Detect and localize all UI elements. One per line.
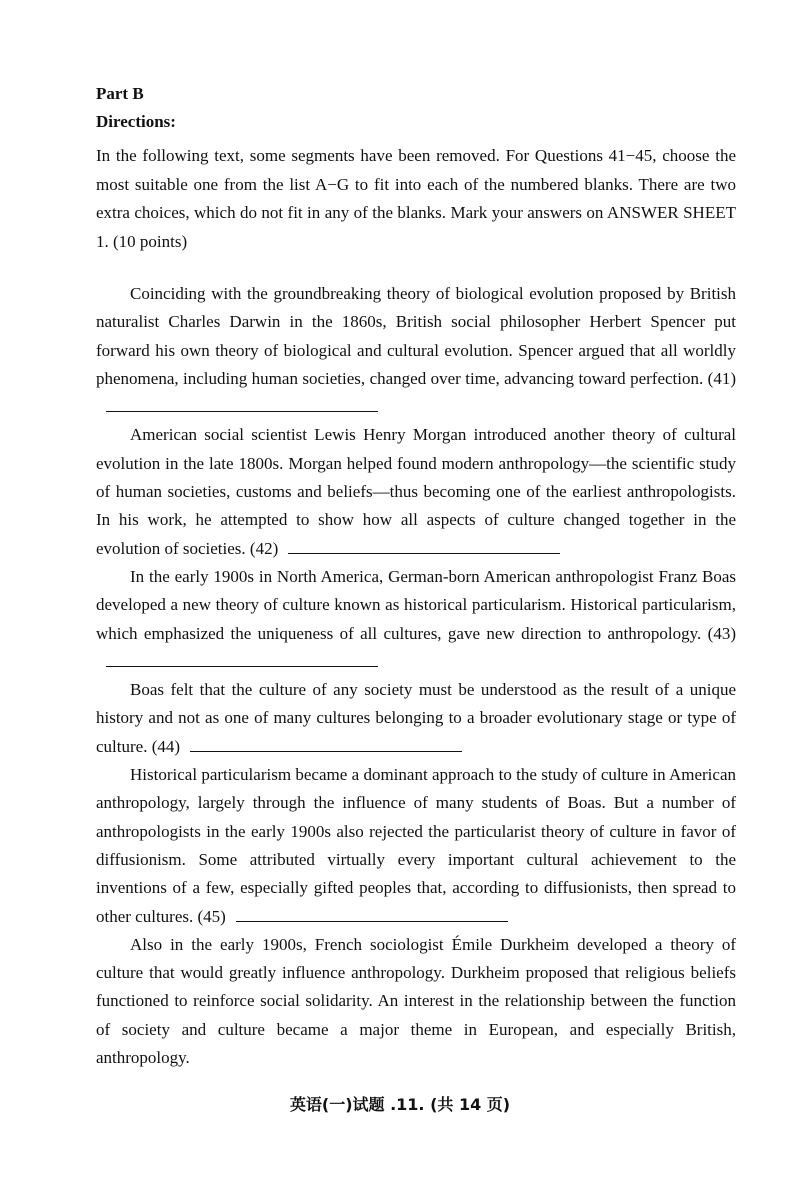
paragraph-2	[96, 421, 736, 562]
blank-label-42: (42)	[249, 538, 279, 558]
answer-blank-45	[236, 905, 508, 922]
blank-label-44: (44)	[151, 736, 181, 756]
paragraph-5	[96, 761, 736, 931]
article-body	[96, 280, 736, 1072]
answer-blank-44	[190, 735, 462, 752]
paragraph-3	[96, 563, 736, 676]
blank-label-45: (45)	[197, 906, 226, 926]
answer-blank-43	[106, 650, 378, 667]
blank-label-41: (41)	[707, 368, 736, 388]
paragraph-text: In the early 1900s in North America, German-born American anthropologist Franz Boas developed a new theory of culture known as historical particularism. Historical particularism, which emphasized the uniqueness of all cultures, gave new direction to anthropology.	[96, 566, 736, 643]
paragraph-text: Boas felt that the culture of any society must be understood as the result of a unique history and not as one of many cultures belonging to a broader evolutionary stage or type of culture.	[96, 680, 736, 756]
paragraph-text: Historical particularism became a dominant approach to the study of culture in American anthropology, largely through the influence of many students of Boas. But a number of anthropologists in the early 1900s also rejected the particularist theory of culture in favor of diffusionism. Some attributed virtually every important cultural achievement to the inventions of a few, especially gifted peoples that, according to diffusionists, then spread to other cultures.	[96, 765, 736, 926]
part-title: Part B	[96, 84, 144, 103]
paragraph-6	[96, 931, 736, 1072]
answer-blank-42	[288, 537, 560, 554]
directions-title: Directions:	[96, 112, 176, 131]
paragraph-1	[96, 280, 736, 421]
answer-blank-41	[106, 395, 378, 412]
page-footer: 英语(一)试题 .11. (共 14 页)	[289, 1095, 511, 1114]
paragraph-text: Also in the early 1900s, French sociologist Émile Durkheim developed a theory of culture that would greatly influence anthropology. Durkheim proposed that religious beliefs functioned to reinforce social solidarity. An interest in the relationship between the function of society and culture became a major theme in European, and especially British, anthropology.	[96, 934, 736, 1068]
directions-text: In the following text, some segments have been removed. For Questions 41−45, choose the most suitable one from the list A−G to fit into each of the numbered blanks. There are two extra choices, which do not fit in any of the blanks. Mark your answers on ANSWER SHEET 1. (10 points)	[96, 146, 736, 251]
paragraph-text: Coinciding with the groundbreaking theory of biological evolution proposed by British naturalist Charles Darwin in the 1860s, British social philosopher Herbert Spencer put forward his own theory of biological and cultural evolution. Spencer argued that all worldly phenomena, including human societies, changed over time, advancing toward perfection.	[96, 284, 736, 388]
paragraph-text: American social scientist Lewis Henry Morgan introduced another theory of cultural evolution in the late 1800s. Morgan helped found modern anthropology—the scientific study of human societies, customs and beliefs—thus becoming one of the earliest anthropologists. In his work, he attempted to show how all aspects of culture changed together in the evolution of societies.	[96, 425, 736, 558]
blank-label-43: (43)	[707, 623, 736, 643]
paragraph-4	[96, 676, 736, 761]
